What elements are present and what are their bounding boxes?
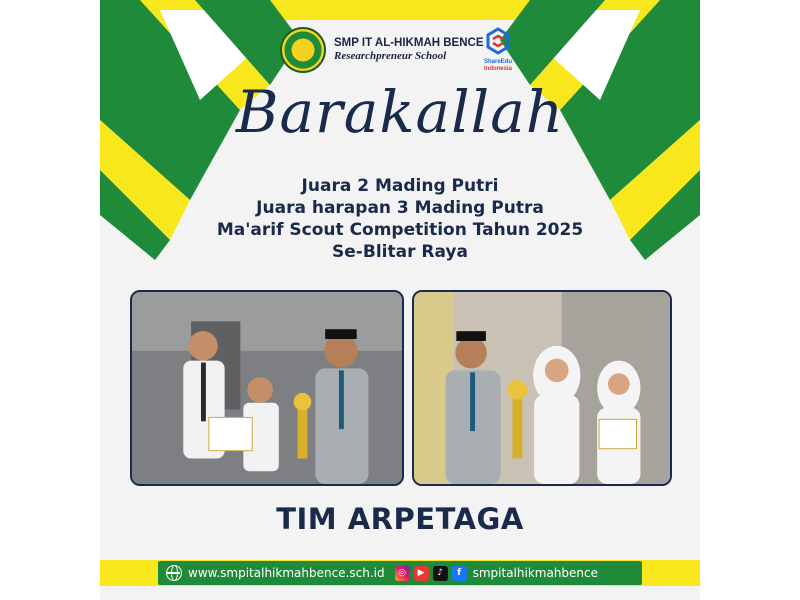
photo-illustration	[414, 292, 670, 484]
photo-illustration	[132, 292, 402, 484]
achievement-line: Se-Blitar Raya	[332, 242, 468, 262]
team-name: TIM ARPETAGA	[276, 502, 524, 536]
shareedu-logo-icon	[484, 27, 512, 55]
achievement-line: Ma'arif Scout Competition Tahun 2025	[216, 220, 584, 240]
team-photo-boys	[130, 290, 404, 486]
tiktok-icon[interactable]: ♪	[433, 566, 448, 581]
team-photo-girls	[412, 290, 672, 486]
poster	[100, 0, 700, 600]
footer-contact	[158, 561, 642, 585]
instagram-icon[interactable]: ◎	[395, 566, 410, 581]
social-handle[interactable]: smpitalhikmahbence	[472, 566, 599, 580]
achievement-list	[100, 175, 700, 263]
school-name: SMP IT AL-HIKMAH BENCE	[334, 36, 484, 49]
website-link[interactable]: www.smpitalhikmahbence.sch.id	[188, 566, 385, 580]
facebook-icon[interactable]: f	[452, 566, 467, 581]
youtube-icon[interactable]: ▶	[414, 566, 429, 581]
partner-subtitle: Indonesia	[483, 65, 512, 72]
greeting-title: Barakallah	[235, 78, 565, 146]
partner-name: ShareEdu	[483, 59, 512, 65]
school-identity	[334, 36, 484, 64]
school-tagline: Researchpreneur School	[334, 50, 447, 63]
globe-icon	[166, 565, 182, 581]
partner-logo	[478, 27, 518, 77]
achievement-line: Juara 2 Mading Putri	[301, 176, 499, 196]
achievement-line: Juara harapan 3 Mading Putra	[256, 198, 544, 218]
school-emblem-icon	[280, 27, 326, 73]
